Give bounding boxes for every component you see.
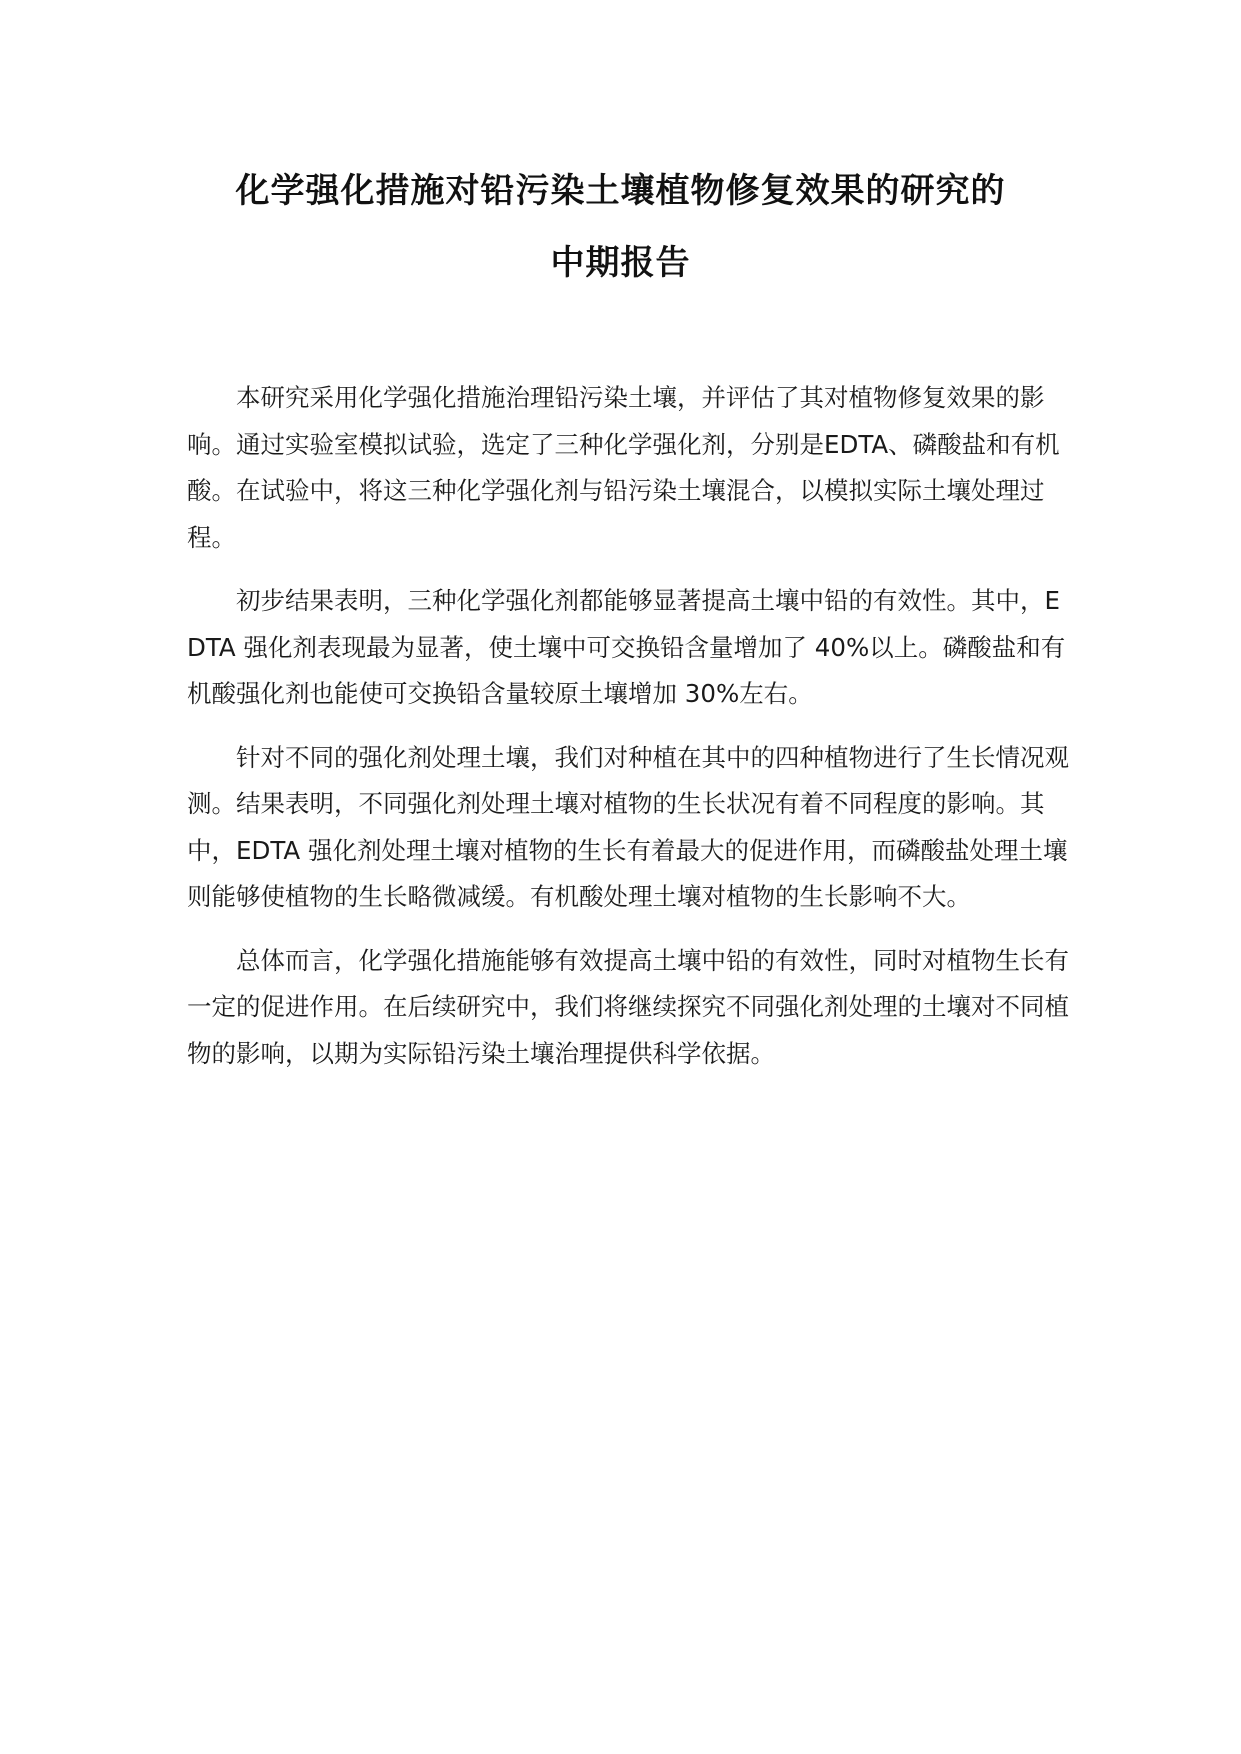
title-line-1: 化学强化措施对铅污染土壤植物修复效果的研究的 bbox=[235, 171, 1006, 211]
document-body bbox=[187, 375, 1072, 1094]
title-line-2: 中期报告 bbox=[550, 243, 691, 283]
document-title bbox=[150, 170, 1091, 284]
paragraph-preliminary-results: 初步结果表明，三种化学强化剂都能够显著提高土壤中铅的有效性。其中，EDTA 强化剂表现最为显著，使土壤中可交换铅含量增加了 40%以上。磷酸盐和有机酸强化剂也能使可交换铅含量较原土壤增加 30%左右。 bbox=[187, 586, 1066, 708]
paragraph-plant-growth: 针对不同的强化剂处理土壤，我们对种植在其中的四种植物进行了生长情况观测。结果表明，不同强化剂处理土壤对植物的生长状况有着不同程度的影响。其中，EDTA 强化剂处理土壤对植物的生长有着最大的促进作用，而磷酸盐处理土壤则能够使植物的生长略微减缓。有机酸处理土壤对植物的生长影响不大。 bbox=[187, 742, 1069, 911]
paragraph-method: 本研究采用化学强化措施治理铅污染土壤，并评估了其对植物修复效果的影响。通过实验室模拟试验，选定了三种化学强化剂，分别是EDTA、磷酸盐和有机酸。在试验中，将这三种化学强化剂与铅污染土壤混合，以模拟实际土壤处理过程。 bbox=[187, 383, 1060, 552]
paragraph-conclusion: 总体而言，化学强化措施能够有效提高土壤中铅的有效性，同时对植物生长有一定的促进作用。在后续研究中，我们将继续探究不同强化剂处理的土壤对不同植物的影响，以期为实际铅污染土壤治理提供科学依据。 bbox=[187, 945, 1069, 1068]
